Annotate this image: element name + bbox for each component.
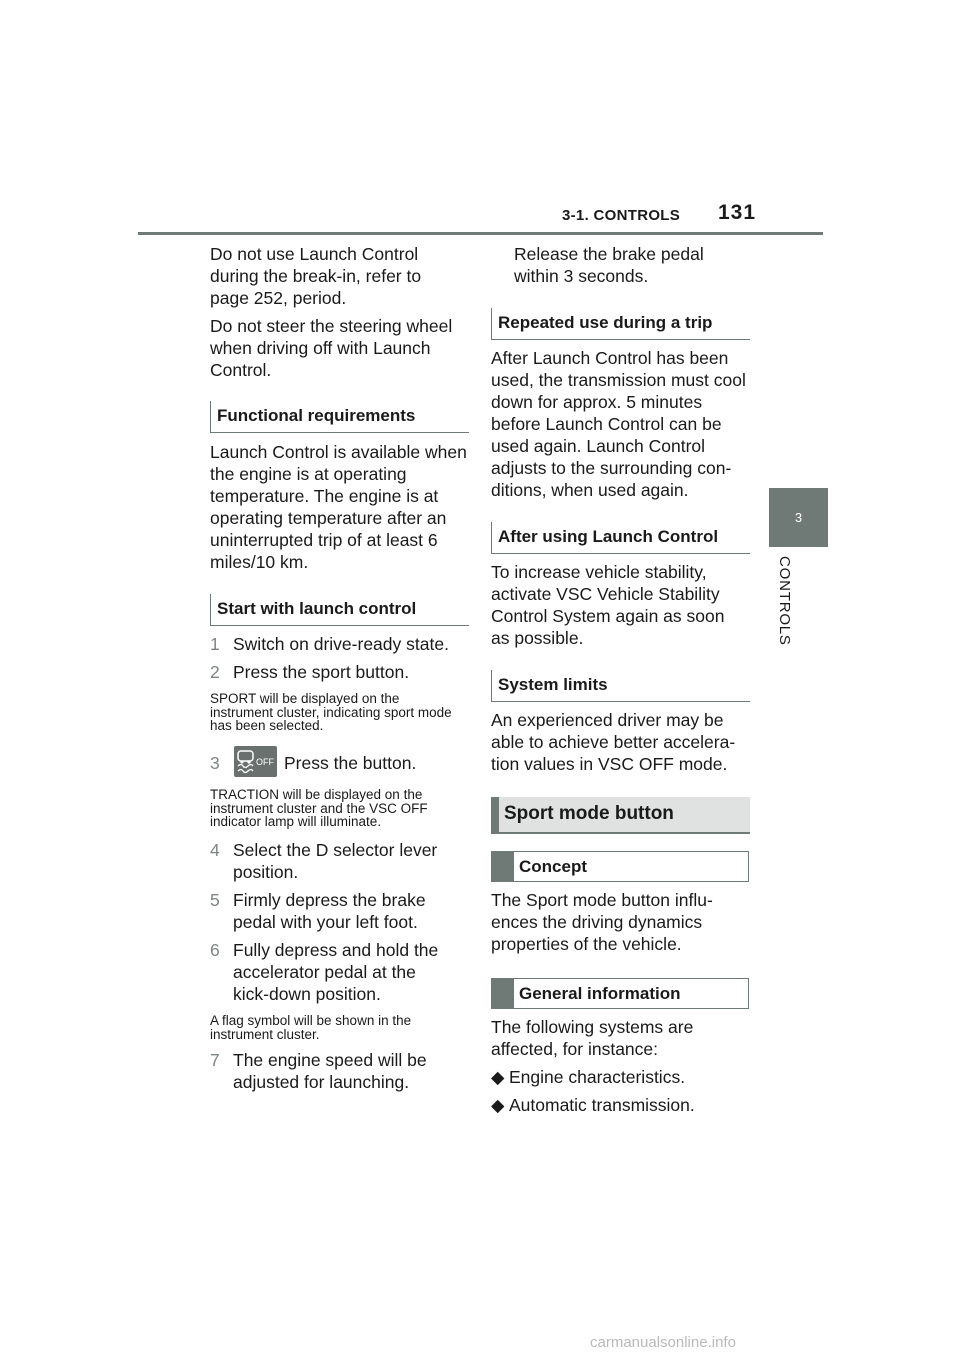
step-number: 7 xyxy=(210,1050,220,1070)
chapter-tab-number: 3 xyxy=(769,488,828,547)
watermark-text: carmanualsonline.info xyxy=(590,1334,736,1351)
step-number: 5 xyxy=(210,890,220,910)
system-limits-text: An experienced driver may be able to achieve better accelera-tion values in VSC OFF mode. xyxy=(491,710,736,774)
general-information-text: The following systems are affected, for instance: xyxy=(491,1017,694,1059)
heading-underline xyxy=(491,701,750,702)
diamond-bullet-icon: ◆ xyxy=(491,1095,505,1115)
after-launch-control-text: To increase vehicle stability, activate VSC Vehicle Stability Control System again as soon as possible. xyxy=(491,562,725,648)
heading-underline xyxy=(491,339,750,340)
heading-accent-block xyxy=(492,979,514,1008)
step-text: Fully depress and hold the accelerator pedal at the kick-down position. xyxy=(233,940,439,1004)
bullet-text: Automatic transmission. xyxy=(509,1095,695,1115)
note-sport-displayed: SPORT will be displayed on the instrument cluster, indicating sport mode has been selected. xyxy=(210,691,452,733)
step-text: Firmly depress the brake pedal with your left foot. xyxy=(233,890,426,932)
heading-underline xyxy=(210,625,469,626)
step-number: 3 xyxy=(210,753,220,773)
step-text: The engine speed will be adjusted for launching. xyxy=(233,1050,427,1092)
vsc-off-icon-label: OFF xyxy=(256,757,274,767)
intro-paragraph-2: Do not steer the steering wheel when driving off with Launch Control. xyxy=(210,316,453,380)
heading-left-rule xyxy=(210,594,211,625)
sport-mode-heading-block xyxy=(491,797,750,834)
step-number: 6 xyxy=(210,940,220,960)
release-brake-text: Release the brake pedal within 3 seconds. xyxy=(514,244,704,286)
step-text: Press the sport button. xyxy=(233,662,410,682)
step-number: 1 xyxy=(210,634,220,654)
heading-underline xyxy=(491,553,750,554)
functional-requirements-heading: Functional requirements xyxy=(217,406,416,425)
heading-left-rule xyxy=(491,522,492,553)
concept-heading-block xyxy=(491,851,749,882)
chapter-tab-label: CONTROLS xyxy=(776,556,793,646)
note-traction-displayed: TRACTION will be displayed on the instrument cluster and the VSC OFF indicator lamp will illuminate. xyxy=(210,787,428,829)
step-text: Press the button. xyxy=(284,753,417,773)
diamond-bullet-icon: ◆ xyxy=(491,1067,505,1087)
heading-accent-block xyxy=(492,852,514,881)
heading-underline xyxy=(210,432,469,433)
step-text: Switch on drive-ready state. xyxy=(233,634,449,654)
heading-left-rule xyxy=(491,308,492,339)
heading-accent-bar xyxy=(491,797,499,832)
after-launch-control-heading: After using Launch Control xyxy=(498,527,719,546)
vsc-off-icon xyxy=(234,746,277,777)
functional-requirements-text: Launch Control is available when the engine is at operating temperature. The engine is at operating temperature after an uninterrupted trip of at least 6 miles/10 km. xyxy=(210,442,467,572)
system-limits-heading: System limits xyxy=(498,675,608,694)
repeated-use-text: After Launch Control has been used, the transmission must cool down for approx. 5 minutes before Launch Control can be used again. Launch Control adjusts to the surrounding con-ditions, when used again. xyxy=(491,348,746,500)
step-number: 4 xyxy=(210,840,220,860)
intro-paragraph-1: Do not use Launch Control during the break-in, refer to page 252, period. xyxy=(210,244,422,308)
concept-heading: Concept xyxy=(519,857,587,876)
step-number: 2 xyxy=(210,662,220,682)
note-flag-symbol: A flag symbol will be shown in the instrument cluster. xyxy=(210,1013,412,1042)
heading-left-rule xyxy=(491,670,492,701)
heading-left-rule xyxy=(210,401,211,432)
section-title: 3-1. CONTROLS xyxy=(562,207,681,224)
start-launch-control-heading: Start with launch control xyxy=(217,599,417,618)
page-number: 131 xyxy=(718,201,757,224)
sport-mode-heading: Sport mode button xyxy=(504,803,674,824)
step-text: Select the D selector lever position. xyxy=(233,840,438,882)
general-information-heading-block xyxy=(491,978,749,1009)
bullet-text: Engine characteristics. xyxy=(509,1067,686,1087)
general-information-heading: General information xyxy=(519,984,681,1003)
header-rule xyxy=(138,232,823,235)
concept-text: The Sport mode button influ-ences the driving dynamics properties of the vehicle. xyxy=(491,890,713,954)
repeated-use-heading: Repeated use during a trip xyxy=(498,313,713,332)
